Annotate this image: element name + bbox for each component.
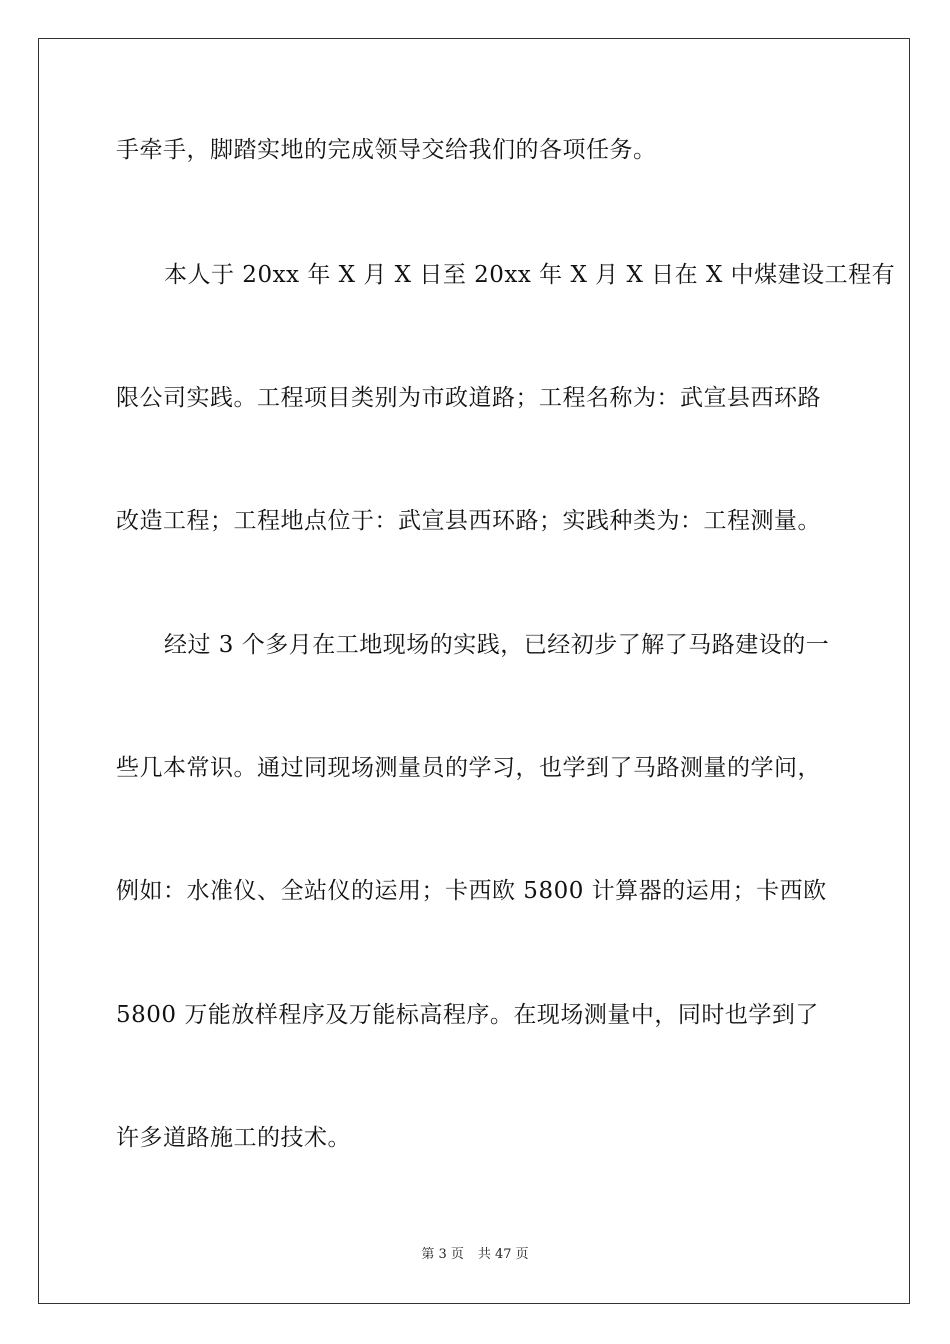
paragraph-first-line: 本人于 20xx 年 X 月 X 日至 20xx 年 X 月 X 日在 X 中煤建设工程有 [164, 262, 896, 288]
page-total: 共 47 页 [477, 1247, 529, 1262]
text-line: 许多道路施工的技术。 [116, 1125, 351, 1151]
page-number: 第 3 页 [421, 1247, 464, 1262]
text-line: 改造工程；工程地点位于：武宣县西环路；实践种类为：工程测量。 [116, 508, 821, 534]
text-line: 限公司实践。工程项目类别为市政道路；工程名称为：武宣县西环路 [116, 385, 821, 411]
page-border [38, 38, 910, 1304]
paragraph-first-line: 经过 3 个多月在工地现场的实践，已经初步了解了马路建设的一 [164, 632, 830, 658]
text-line: 5800 万能放样程序及万能标高程序。在现场测量中，同时也学到了 [116, 1002, 819, 1028]
text-line: 例如：水准仪、全站仪的运用；卡西欧 5800 计算器的运用；卡西欧 [116, 878, 827, 904]
text-line: 手牵手，脚踏实地的完成领导交给我们的各项任务。 [116, 137, 657, 163]
text-line: 些几本常识。通过同现场测量员的学习，也学到了马路测量的学问， [116, 755, 821, 781]
page-footer [0, 1246, 950, 1264]
